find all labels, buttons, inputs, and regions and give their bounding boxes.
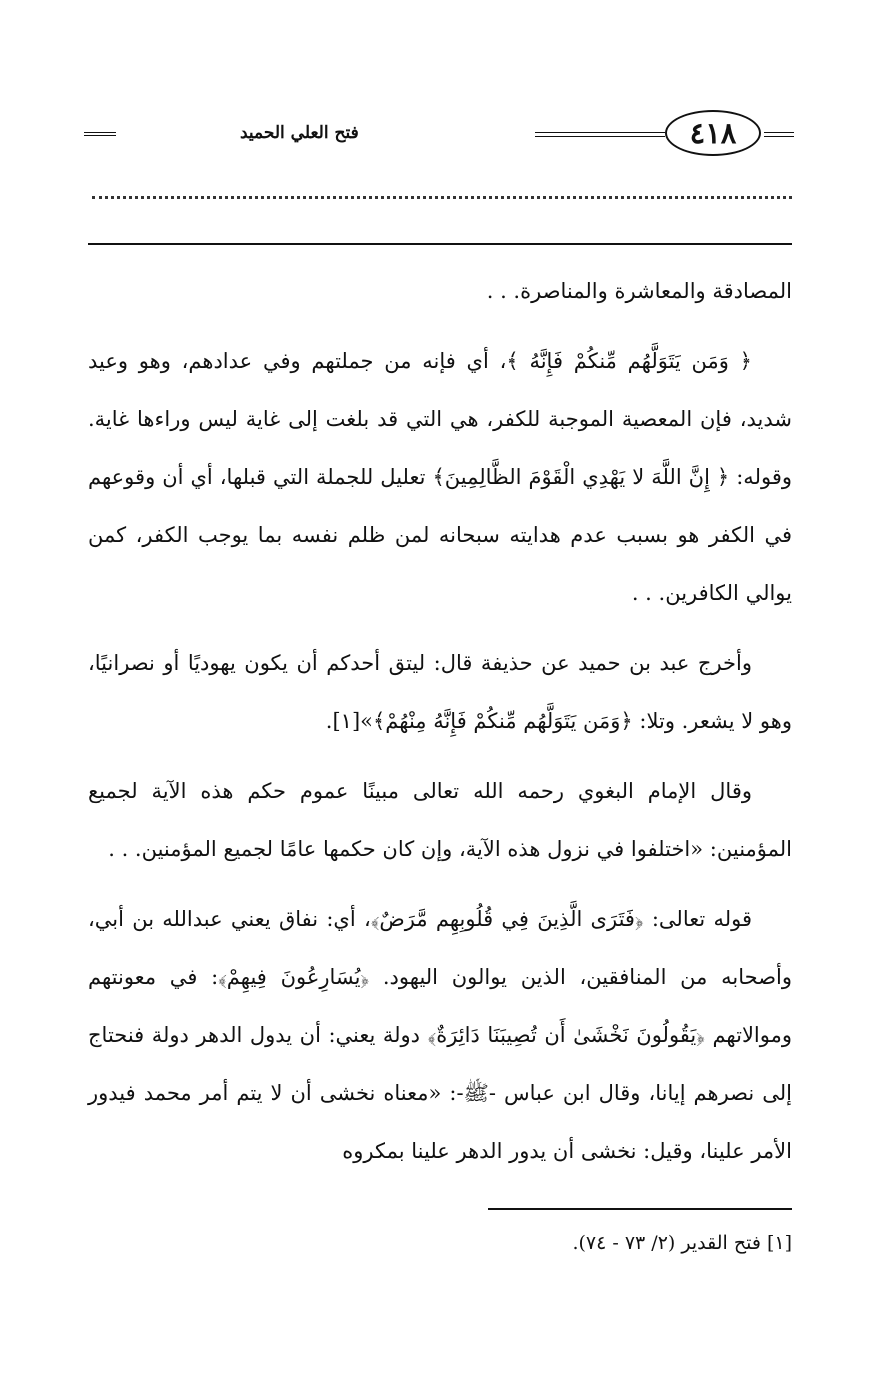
header-rule-left [84, 132, 116, 136]
content-top-rule [88, 243, 792, 245]
page-number: ٤١٨ [665, 110, 761, 156]
paragraph-3: وأخرج عبد بن حميد عن حذيفة قال: ليتق أحدكم أن يكون يهوديًا أو نصرانيًا، وهو لا يشعر. وتلا: ﴿وَمَن يَتَوَلَّهُم مِّنكُمْ فَإِنَّهُ مِنْهُمْ﴾»[١]. [88, 651, 792, 733]
header-rule-middle [535, 132, 665, 137]
dotted-separator [92, 196, 792, 199]
paragraph-1: المصادقة والمعاشرة والمناصرة. . . [486, 279, 792, 303]
paragraph-4: وقال الإمام البغوي رحمه الله تعالى مبينًا عموم حكم هذه الآية لجميع المؤمنين: «اختلفوا في نزول هذه الآية، وإن كان حكمها عامًا لجميع المؤمنين. . . [88, 779, 792, 861]
footnote-rule [488, 1208, 792, 1210]
footnote: [١] فتح القدير (٢/ ٧٣ - ٧٤). [572, 1232, 792, 1254]
header-rule-right [764, 132, 794, 137]
book-title: فتح العلي الحميد [240, 123, 359, 143]
page-header [80, 110, 800, 162]
main-text [88, 262, 792, 1192]
paragraph-5: قوله تعالى: ﴿فَتَرَى الَّذِينَ فِي قُلُوبِهِم مَّرَضٌ﴾، أي: نفاق يعني عبدالله بن أبي، وأصحابه من المنافقين، الذين يوالون اليهود. ﴿يُسَارِعُونَ فِيهِمْ﴾: في معونتهم وموالاتهم ﴿يَقُولُونَ نَخْشَىٰ أَن تُصِيبَنَا دَائِرَةٌ﴾ دولة يعني: أن يدول الدهر دولة فنحتاج إلى نصرهم إيانا، وقال ابن عباس -ﷺ-: «معناه نخشى أن لا يتم أمر محمد فيدور الأمر علينا، وقيل: نخشى أن يدور الدهر علينا بمكروه [88, 907, 792, 1163]
paragraph-2: ﴿ وَمَن يَتَوَلَّهُم مِّنكُمْ فَإِنَّهُ ﴾، أي فإنه من جملتهم وفي عدادهم، وهو وعيد شديد، فإن المعصية الموجبة للكفر، هي التي قد بلغت إلى غاية ليس وراءها غاية. وقوله: ﴿ إِنَّ اللَّهَ لا يَهْدِي الْقَوْمَ الظَّالِمِينَ﴾ تعليل للجملة التي قبلها، أي أن وقوعهم في الكفر هو بسبب عدم هدايته سبحانه لمن ظلم نفسه بما يوجب الكفر، كمن يوالي الكافرين. . . [88, 349, 792, 605]
